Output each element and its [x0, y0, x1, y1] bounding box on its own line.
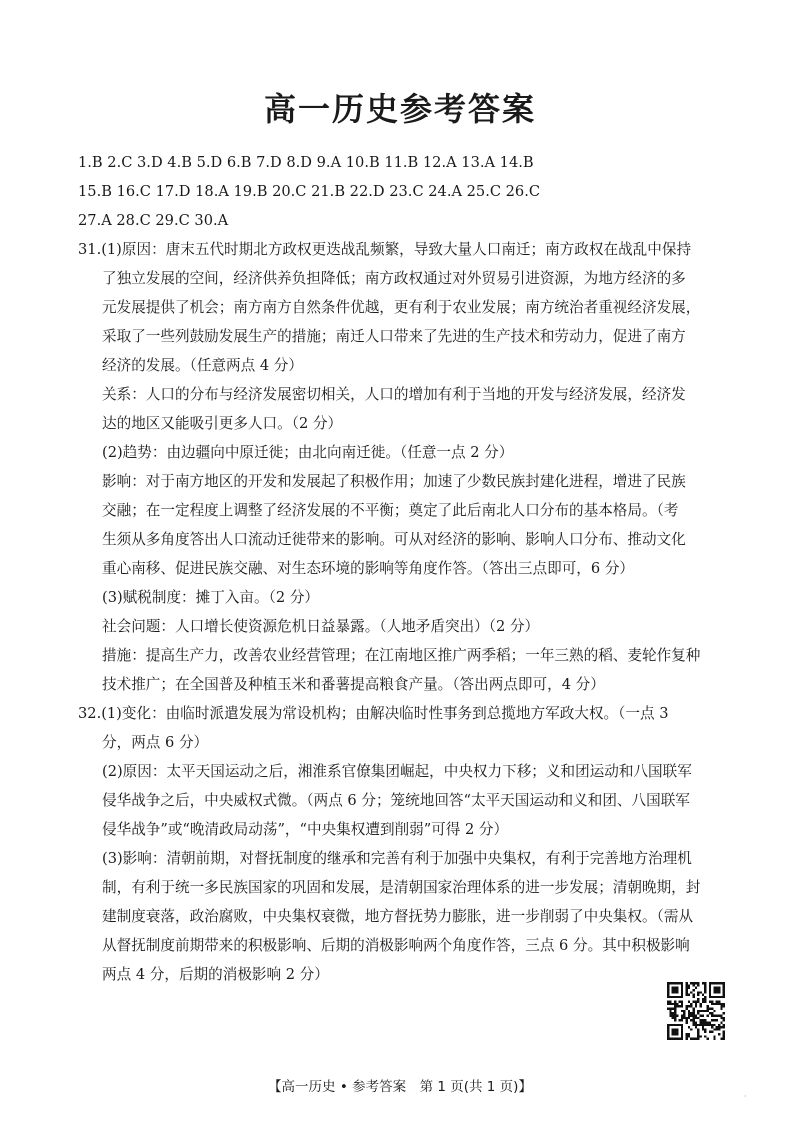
text-line: 制，有利于统一多民族国家的巩固和发展，是清朝国家治理体系的进一步发展；清朝晚期，封 — [102, 879, 701, 896]
text-line: (3)影响：清朝前期，对督抚制度的继承和完善有利于加强中央集权，有利于完善地方治理机 — [102, 850, 692, 867]
text-line: 31.(1)原因：唐末五代时期北方政权更迭战乱频繁，导致大量人口南迁；南方政权在战乱中保持 — [78, 241, 692, 258]
text-line: 技术推广；在全国普及种植玉米和番薯提高粮食产量。（答出两点即可，4 分） — [102, 676, 605, 693]
text-line: 侵华战争之后，中央威权式微。（两点 6 分；笼统地回答“太平天国运动和义和团、八国联军 — [102, 792, 690, 809]
text-line: 经济的发展。（任意两点 4 分） — [102, 357, 303, 374]
text-line: 采取了一些列鼓励发展生产的措施；南迁人口带来了先进的生产技术和劳动力，促进了南方 — [102, 328, 686, 345]
text-line: 交融；在一定程度上调整了经济发展的不平衡；奠定了此后南北人口分布的基本格局。（考 — [102, 502, 679, 519]
text-line: (3)赋税制度：摊丁入亩。（2 分） — [102, 589, 320, 606]
text-line: 生须从多角度答出人口流动迁徙带来的影响。可从对经济的影响、影响人口分布、推动文化 — [102, 531, 686, 548]
text-line: 达的地区又能吸引更多人口。（2 分） — [102, 415, 343, 432]
page-footer: 【高一历史 • 参考答案 第 1 页(共 1 页)】 — [268, 1079, 532, 1095]
text-line: 重心南移、促进民族交融、对生态环境的影响等角度作答。（答出三点即可，6 分） — [102, 560, 635, 577]
text-line: 社会问题：人口增长使资源危机日益暴露。（人地矛盾突出）（2 分） — [102, 618, 540, 635]
text-line: 了独立发展的空间，经济供养负担降低；南方政权通过对外贸易引进资源，为地方经济的多 — [102, 270, 686, 287]
text-line: 影响：对于南方地区的开发和发展起了积极作用；加速了少数民族封建化进程，增进了民族 — [102, 473, 686, 490]
page-title: 高一历史参考答案 — [263, 90, 536, 128]
text-line: 关系：人口的分布与经济发展密切相关，人口的增加有利于当地的开发与经济发展，经济发 — [102, 386, 686, 403]
corner-mark: · — [744, 1092, 747, 1101]
text-line: 两点 4 分，后期的消极影响 2 分） — [102, 966, 329, 983]
qr-code[interactable] — [667, 982, 725, 1040]
text-line: 从督抚制度前期带来的积极影响、后期的消极影响两个角度作答，三点 6 分。其中积极影响 — [102, 937, 690, 954]
text-line: 措施：提高生产力，改善农业经营管理；在江南地区推广两季稻；一年三熟的稻、麦轮作复种 — [102, 647, 701, 664]
text-line: 侵华战争”或“晚清政局动荡”，“中央集权遭到削弱”可得 2 分） — [102, 821, 509, 838]
text-line: 1.B 2.C 3.D 4.B 5.D 6.B 7.D 8.D 9.A 10.B 11.B 12.A 13.A 14.B — [78, 154, 534, 171]
text-line: (2)原因：太平天国运动之后，湘淮系官僚集团崛起，中央权力下移；义和团运动和八国联军 — [102, 763, 692, 780]
text-line: 15.B 16.C 17.D 18.A 19.B 20.C 21.B 22.D 23.C 24.A 25.C 26.C — [78, 183, 541, 200]
answer-body — [78, 148, 726, 989]
text-line: 建制度衰落，政治腐败，中央集权衰微，地方督抚势力膨胀，进一步削弱了中央集权。（需从 — [102, 908, 694, 925]
text-line: 32.(1)变化：由临时派遣发展为常设机构；由解决临时性事务到总揽地方军政大权。（一点 3 — [78, 705, 669, 722]
text-line: 分，两点 6 分） — [102, 734, 209, 751]
text-line: 元发展提供了机会；南方南方自然条件优越，更有利于农业发展；南方统治者重视经济发展， — [102, 299, 701, 316]
text-line: 27.A 28.C 29.C 30.A — [78, 212, 229, 229]
text-line: (2)趋势：由边疆向中原迁徙；由北向南迁徙。（任意一点 2 分） — [102, 444, 514, 461]
